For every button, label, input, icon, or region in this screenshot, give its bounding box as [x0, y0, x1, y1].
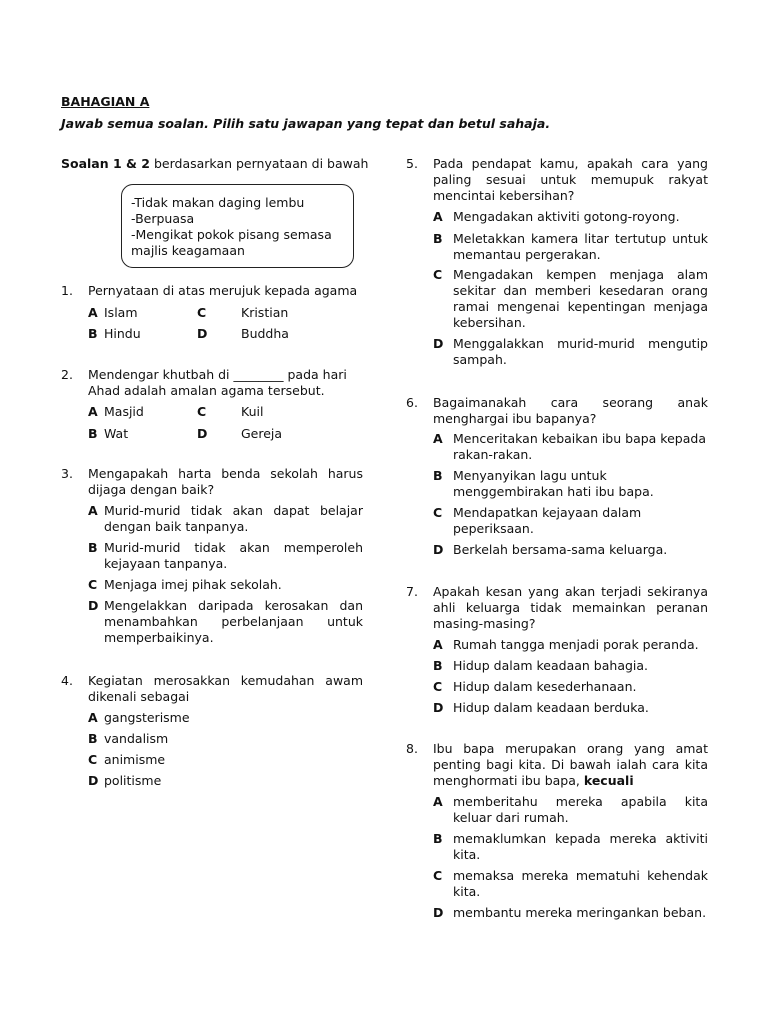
option-text: Gereja	[241, 426, 283, 441]
option-letter: C	[197, 305, 207, 320]
option-text: memberitahu mereka apabila kita keluar dari rumah.	[453, 794, 708, 825]
stimulus-line: -Berpuasa	[131, 211, 195, 226]
option-letter: C	[433, 267, 443, 282]
option-letter: A	[88, 503, 98, 518]
option-letter: D	[197, 426, 208, 441]
option-letter: C	[197, 404, 207, 419]
option-text: Menjaga imej pihak sekolah.	[104, 577, 282, 592]
stimulus-line: majlis keagamaan	[131, 243, 245, 258]
question-number: 6.	[406, 395, 418, 410]
option-letter: B	[433, 831, 443, 846]
question-text: Pada pendapat kamu, apakah cara yang paling sesuai untuk memupuk rakyat mencintai kebersihan?	[433, 156, 708, 203]
option-text: Wat	[104, 426, 129, 441]
option-letter: B	[88, 540, 98, 555]
option-letter: B	[433, 231, 443, 246]
option-text: Menyanyikan lagu untuk menggembirakan hati ibu bapa.	[453, 468, 654, 499]
option-letter: C	[433, 505, 443, 520]
option-text: Mengadakan kempen menjaga alam sekitar dan memberi kesedaran orang ramai mengenai kepentingan menjaga kebersihan.	[453, 267, 708, 330]
question-text: Kegiatan merosakkan kemudahan awam dikenali sebagai	[88, 673, 363, 704]
option-text: Hidup dalam keadaan berduka.	[453, 700, 649, 715]
option-text: Hidup dalam keadaan bahagia.	[453, 658, 649, 673]
option-letter: A	[433, 209, 443, 224]
option-letter: D	[433, 905, 444, 920]
question-number: 5.	[406, 156, 418, 171]
option-letter: B	[88, 426, 98, 441]
question-text: Apakah kesan yang akan terjadi sekiranya ahli keluarga tidak memainkan peranan masing-masing?	[433, 584, 708, 631]
option-letter: D	[197, 326, 208, 341]
stimulus-line: -Tidak makan daging lembu	[131, 195, 305, 210]
option-letter: A	[88, 404, 98, 419]
option-letter: A	[88, 710, 98, 725]
option-letter: A	[88, 305, 98, 320]
stimulus-box	[121, 184, 354, 268]
option-text: Hidup dalam kesederhanaan.	[453, 679, 637, 694]
option-letter: C	[88, 752, 98, 767]
option-text: Kristian	[241, 305, 289, 320]
option-text: Kuil	[241, 404, 264, 419]
option-letter: A	[433, 431, 443, 446]
option-text: Murid-murid tidak akan dapat belajar dengan baik tanpanya.	[104, 503, 363, 534]
option-letter: C	[433, 679, 443, 694]
question-text: Bagaimanakah cara seorang anak menghargai ibu bapanya?	[433, 395, 708, 426]
option-letter: D	[433, 336, 444, 351]
stimulus-intro-bold: Soalan 1 & 2	[61, 156, 150, 171]
question-number: 4.	[61, 673, 73, 688]
option-letter: B	[88, 731, 98, 746]
question-text-line-1: Mendengar khutbah di ________ pada hari	[88, 367, 347, 382]
option-text: Hindu	[104, 326, 141, 341]
question-text: Pernyataan di atas merujuk kepada agama	[88, 283, 358, 298]
option-text: Meletakkan kamera litar tertutup untuk memantau pergerakan.	[453, 231, 708, 262]
question-number: 8.	[406, 741, 418, 756]
option-letter: C	[88, 577, 98, 592]
option-text: politisme	[104, 773, 162, 788]
option-text: Mengadakan aktiviti gotong-royong.	[453, 209, 680, 224]
option-text: Mengelakkan daripada kerosakan dan menambahkan perbelanjaan untuk memperbaikinya.	[104, 598, 363, 645]
question-text-main: Ibu bapa merupakan orang yang amat penting bagi kita. Di bawah ialah cara kita menghormati ibu bapa,	[433, 741, 708, 788]
option-text: animisme	[104, 752, 166, 767]
option-letter: A	[433, 794, 443, 809]
question-number: 3.	[61, 466, 73, 481]
option-text: Berkelah bersama-sama keluarga.	[453, 542, 668, 557]
section-title: BAHAGIAN A	[61, 94, 150, 109]
stimulus-line: -Mengikat pokok pisang semasa	[131, 227, 332, 242]
option-letter: A	[433, 637, 443, 652]
option-text: Murid-murid tidak akan memperoleh kejayaan tanpanya.	[104, 540, 363, 571]
option-letter: B	[88, 326, 98, 341]
question-number: 1.	[61, 283, 73, 298]
option-text: Menggalakkan murid-murid mengutip sampah.	[453, 336, 708, 367]
option-text: memaksa mereka mematuhi kehendak kita.	[453, 868, 708, 899]
option-letter: D	[88, 598, 99, 613]
option-text: Buddha	[241, 326, 289, 341]
question-text-emphasis: kecuali	[583, 773, 634, 788]
option-text: Masjid	[104, 404, 144, 419]
question-text	[433, 741, 708, 789]
option-text: memaklumkan kepada mereka aktiviti kita.	[453, 831, 708, 862]
option-letter: B	[433, 468, 443, 483]
question-text-line-2: Ahad adalah amalan agama tersebut.	[88, 383, 325, 398]
stimulus-intro	[61, 156, 368, 172]
option-letter: D	[433, 700, 444, 715]
question-text: Mengapakah harta benda sekolah harus dijaga dengan baik?	[88, 466, 363, 497]
option-text: Rumah tangga menjadi porak peranda.	[453, 637, 699, 652]
option-letter: D	[433, 542, 444, 557]
option-letter: C	[433, 868, 443, 883]
stimulus-intro-rest: berdasarkan pernyataan di bawah	[150, 156, 369, 171]
instruction-text: Jawab semua soalan. Pilih satu jawapan yang tepat dan betul sahaja.	[61, 116, 551, 131]
option-text: Mendapatkan kejayaan dalam peperiksaan.	[453, 505, 642, 536]
option-text: vandalism	[104, 731, 169, 746]
option-text: Menceritakan kebaikan ibu bapa kepada rakan-rakan.	[453, 431, 706, 462]
option-text: gangsterisme	[104, 710, 190, 725]
question-number: 2.	[61, 367, 73, 382]
question-number: 7.	[406, 584, 418, 599]
option-text: membantu mereka meringankan beban.	[453, 905, 707, 920]
option-letter: B	[433, 658, 443, 673]
option-text: Islam	[104, 305, 138, 320]
option-letter: D	[88, 773, 99, 788]
